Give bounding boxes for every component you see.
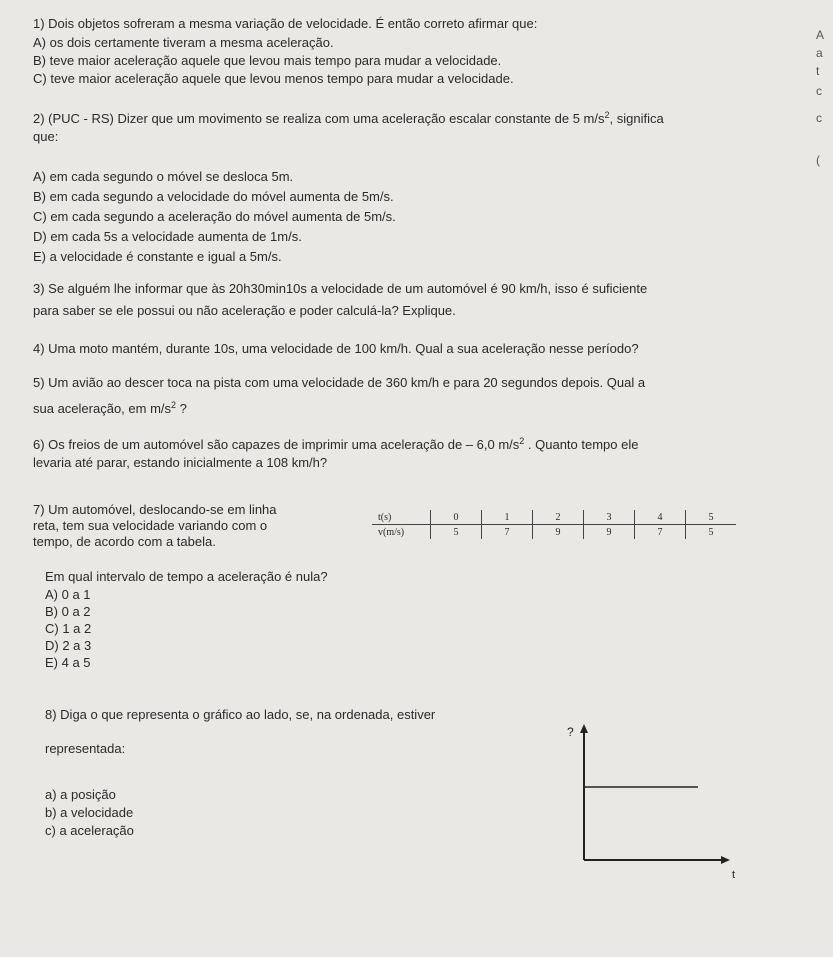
q8-graph bbox=[567, 722, 736, 882]
q7-table-row-velocity bbox=[372, 525, 736, 540]
q7-table-cell: 3 bbox=[584, 510, 635, 525]
q8-graph-x-arrow bbox=[721, 856, 730, 864]
q6-line-1-end: . Quanto tempo ele bbox=[524, 437, 639, 452]
q7-table-cell: 5 bbox=[431, 525, 482, 540]
margin-mark: ( bbox=[816, 153, 820, 167]
q2-option-e: E) a velocidade é constante e igual a 5m/s. bbox=[33, 249, 282, 264]
q8-graph-y-label: ? bbox=[567, 725, 574, 739]
q7-line-2: reta, tem sua velocidade variando com o bbox=[33, 518, 268, 533]
q7-table-cell: 4 bbox=[635, 510, 686, 525]
q7-table-header-velocity: v(m/s) bbox=[378, 526, 405, 538]
q2-option-c: C) em cada segundo a aceleração do móvel aumenta de 5m/s. bbox=[33, 209, 396, 224]
q7-option-d: D) 2 a 3 bbox=[45, 638, 92, 653]
q2-stem bbox=[33, 107, 664, 127]
q6-line-2: levaria até parar, estando inicialmente a 108 km/h? bbox=[33, 455, 328, 470]
q1-option-a: A) os dois certamente tiveram a mesma aceleração. bbox=[33, 35, 334, 50]
q2-option-d: D) em cada 5s a velocidade aumenta de 1m/s. bbox=[33, 229, 302, 244]
q2-option-a: A) em cada segundo o móvel se desloca 5m. bbox=[33, 169, 294, 184]
q7-option-e: E) 4 a 5 bbox=[45, 655, 91, 670]
margin-mark: a bbox=[816, 46, 823, 60]
margin-mark: t bbox=[816, 64, 820, 78]
q7-table-header-time: t(s) bbox=[372, 510, 431, 525]
q7-line-3: tempo, de acordo com a tabela. bbox=[33, 534, 216, 549]
q1-stem: 1) Dois objetos sofreram a mesma variação de velocidade. É então correto afirmar que: bbox=[33, 16, 538, 31]
q5-line-2-end: ? bbox=[176, 401, 187, 416]
q5-line-2-text: sua aceleração, em m/s bbox=[33, 401, 172, 416]
q7-option-a: A) 0 a 1 bbox=[45, 587, 91, 602]
q6-line-1-text: 6) Os freios de um automóvel são capazes de imprimir uma aceleração de – 6,0 m/s bbox=[33, 437, 520, 452]
q8-line-2: representada: bbox=[45, 741, 126, 756]
q7-table-cell: 5 bbox=[686, 510, 737, 525]
q6-line-1 bbox=[33, 433, 638, 453]
q7-table-cell: 2 bbox=[533, 510, 584, 525]
q2-stem-end: , significa bbox=[609, 111, 664, 126]
q1-option-b: B) teve maior aceleração aquele que levou mais tempo para mudar a velocidade. bbox=[33, 53, 502, 68]
q5-exponent: 2 bbox=[171, 400, 177, 410]
q8-line-1: 8) Diga o que representa o gráfico ao lado, se, na ordenada, estiver bbox=[45, 707, 436, 722]
q4-line-1: 4) Uma moto mantém, durante 10s, uma velocidade de 100 km/h. Qual a sua aceleração nesse período? bbox=[33, 341, 639, 356]
q2-stem-text: 2) (PUC - RS) Dizer que um movimento se realiza com uma aceleração escalar constante de 5 m/s bbox=[33, 111, 605, 126]
q7-table-row-time bbox=[372, 510, 736, 525]
q2-stem-exponent: 2 bbox=[604, 110, 610, 120]
q7-table-cell: 7 bbox=[635, 525, 686, 540]
margin-mark: A bbox=[816, 28, 825, 42]
q7-table-cell: 9 bbox=[533, 525, 584, 540]
q8-graph-x-label: t bbox=[732, 869, 736, 881]
margin-mark: c bbox=[816, 84, 822, 98]
q5-line-1: 5) Um avião ao descer toca na pista com uma velocidade de 360 km/h e para 20 segundos depois. Qual a bbox=[33, 375, 646, 390]
q1-option-c: C) teve maior aceleração aquele que levou menos tempo para mudar a velocidade. bbox=[33, 71, 514, 86]
q5-line-2 bbox=[33, 397, 187, 417]
q7-option-c: C) 1 a 2 bbox=[45, 621, 92, 636]
q3-line-2: para saber se ele possui ou não aceleração e poder calculá-la? Explique. bbox=[33, 303, 456, 318]
q2-stem-continuation: que: bbox=[33, 129, 59, 144]
q3-line-1: 3) Se alguém lhe informar que às 20h30min10s a velocidade de um automóvel é 90 km/h, isso é suficiente bbox=[33, 281, 648, 296]
q7-table-cell: 7 bbox=[482, 525, 533, 540]
q8-option-c: c) a aceleração bbox=[45, 823, 134, 838]
q7-line-1: 7) Um automóvel, deslocando-se em linha bbox=[33, 502, 277, 517]
q8-option-a: a) a posição bbox=[45, 787, 116, 802]
q7-table bbox=[372, 510, 736, 539]
q8-graph-y-arrow bbox=[580, 724, 588, 733]
q7-table-cell: 1 bbox=[482, 510, 533, 525]
q7-option-b: B) 0 a 2 bbox=[45, 604, 91, 619]
q2-option-b: B) em cada segundo a velocidade do móvel aumenta de 5m/s. bbox=[33, 189, 394, 204]
q7-question: Em qual intervalo de tempo a aceleração é nula? bbox=[45, 569, 328, 584]
q7-table-cell: 9 bbox=[584, 525, 635, 540]
q6-exponent: 2 bbox=[519, 436, 525, 446]
q7-table-cell: 5 bbox=[686, 525, 737, 540]
margin-mark: c bbox=[816, 111, 822, 125]
q7-table-cell: 0 bbox=[431, 510, 482, 525]
q8-option-b: b) a velocidade bbox=[45, 805, 134, 820]
